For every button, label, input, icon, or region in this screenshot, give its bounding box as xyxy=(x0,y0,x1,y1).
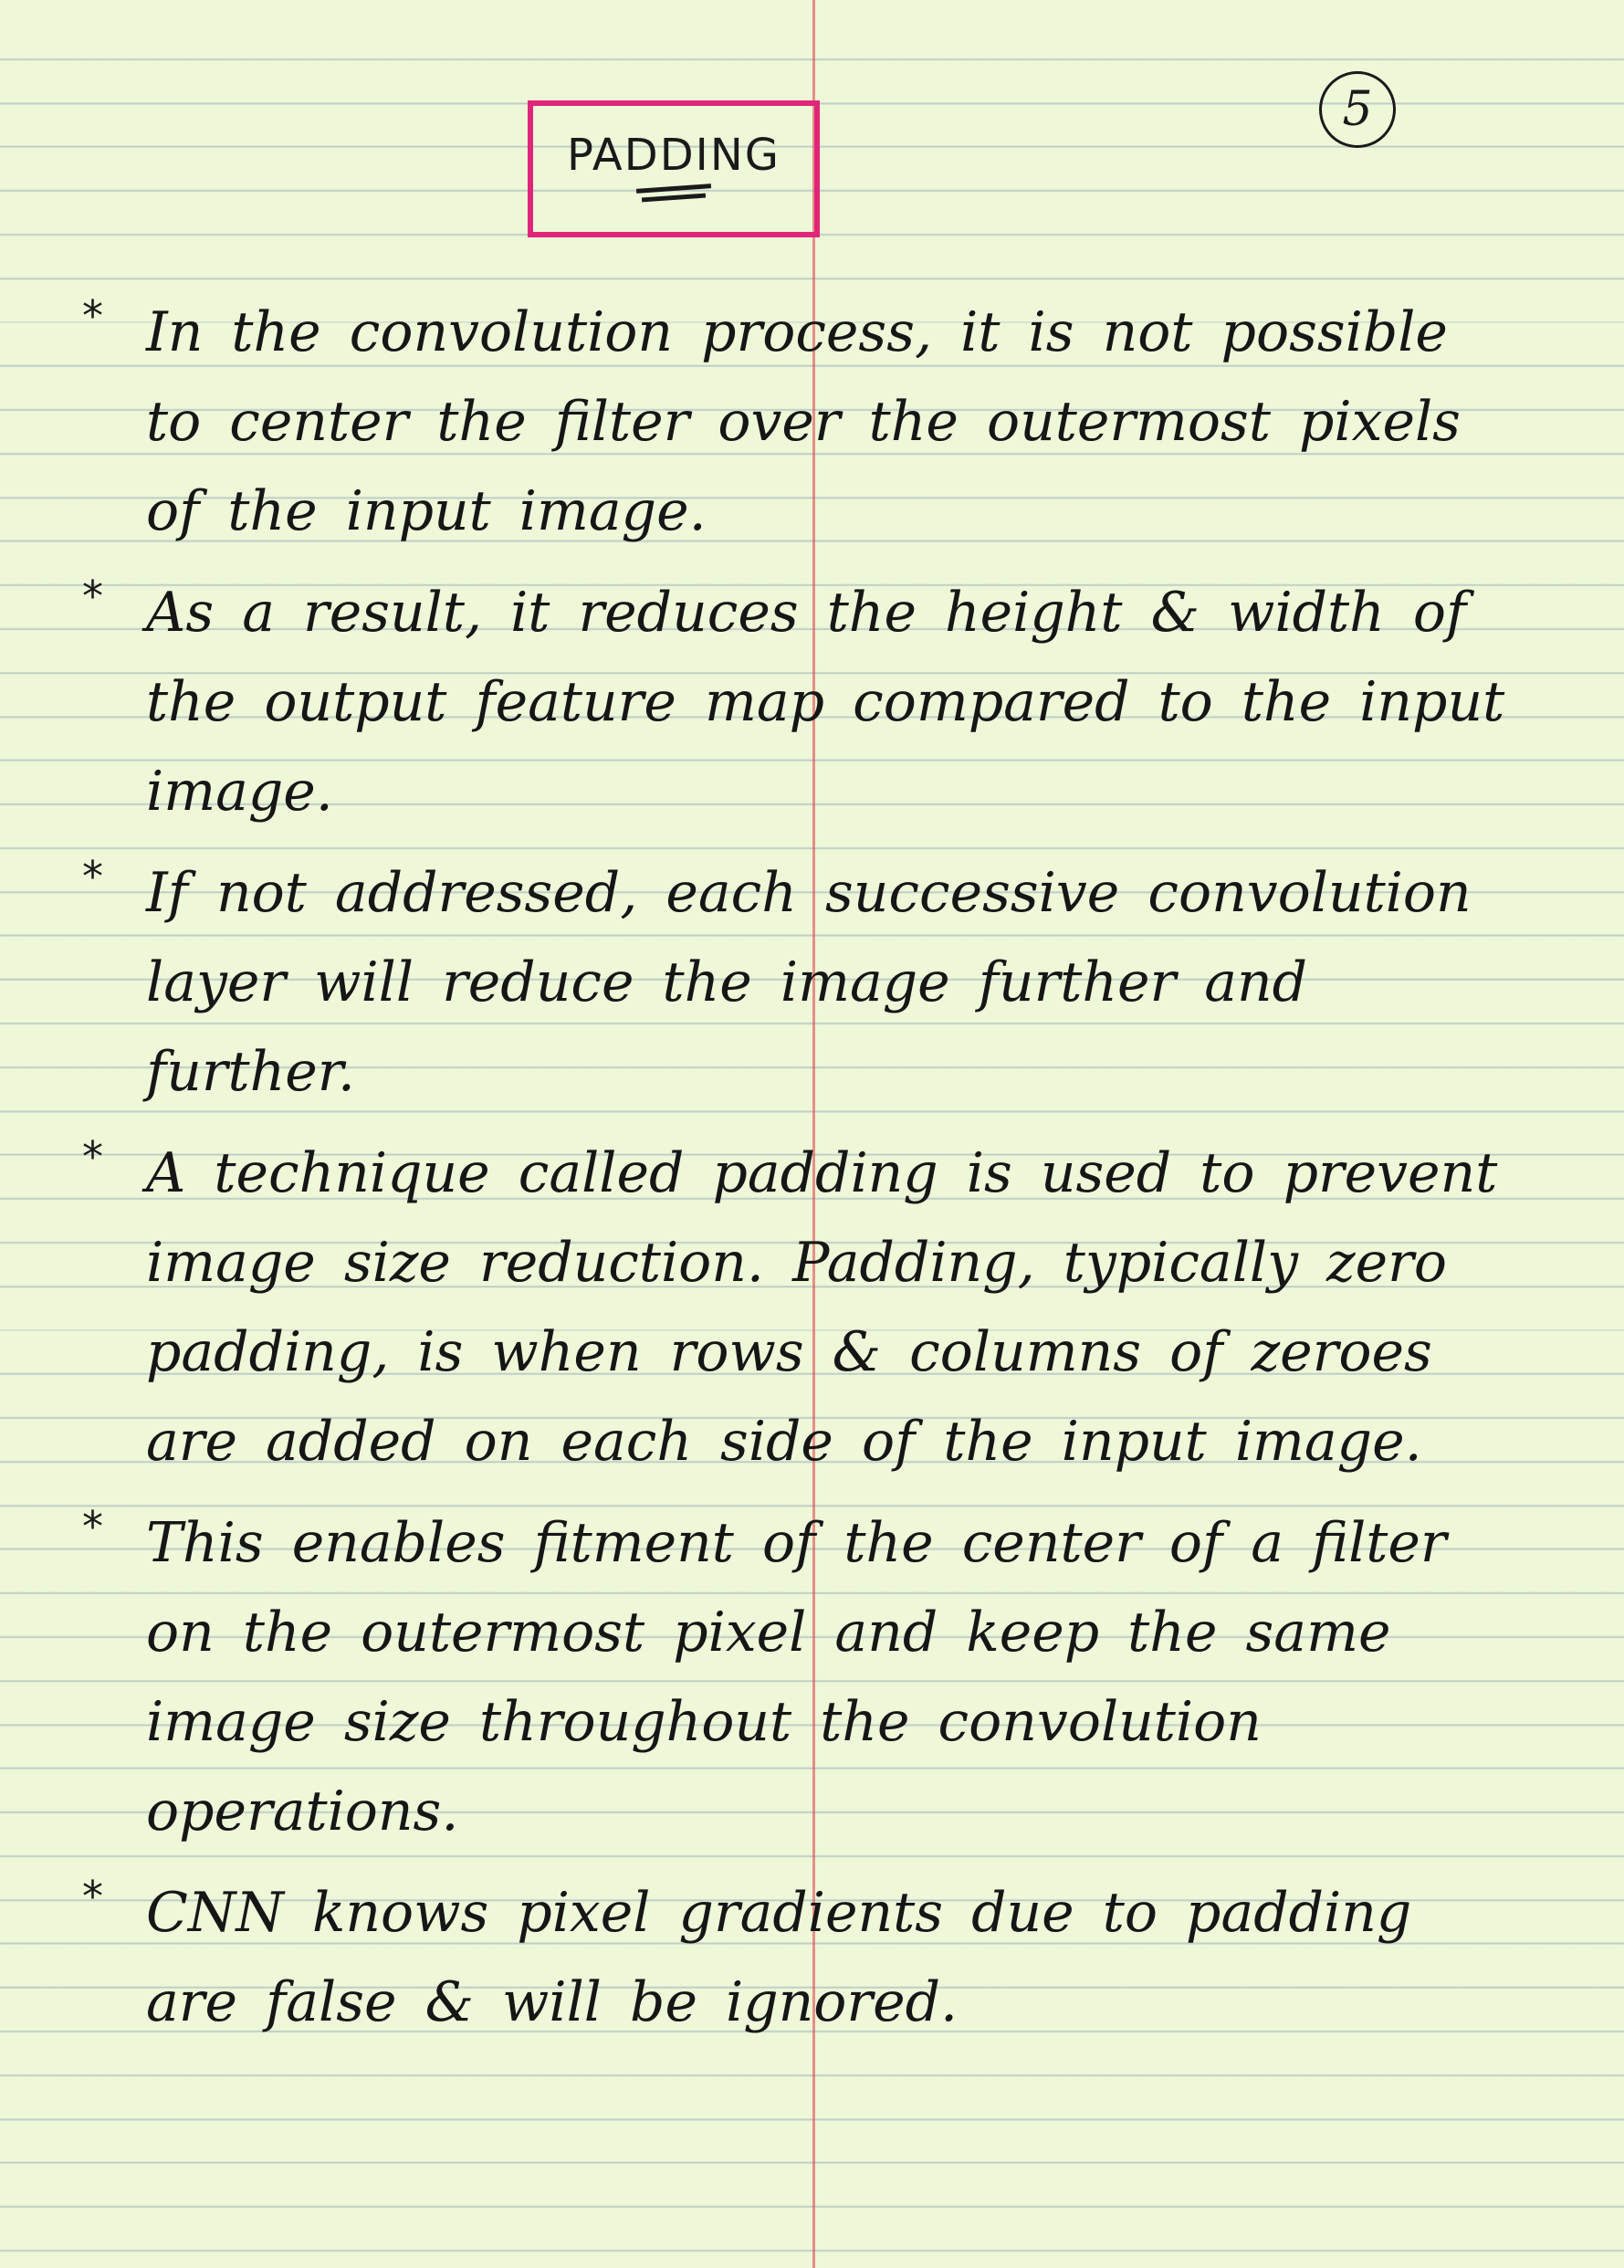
note-text: If not addressed, each successive convolution layer will reduce the image further and further. xyxy=(146,861,1472,1104)
bullet-marker: * xyxy=(82,1502,103,1551)
bullet-marker: * xyxy=(82,1132,103,1181)
title-box xyxy=(528,100,820,237)
page-number xyxy=(1319,71,1396,148)
bullet-marker: * xyxy=(82,572,103,621)
note-item xyxy=(82,568,1543,836)
bullet-marker: * xyxy=(82,291,103,341)
bullet-marker: * xyxy=(82,852,103,901)
notes-list xyxy=(82,288,1543,2059)
title-underline xyxy=(636,184,711,194)
note-item xyxy=(82,288,1543,556)
note-text: In the convolution process, it is not possible to center the filter over the outermost pixels of the input image. xyxy=(146,300,1461,543)
note-item xyxy=(82,1129,1543,1486)
note-item xyxy=(82,848,1543,1117)
bullet-marker: * xyxy=(82,1872,103,1921)
note-text: This enables fitment of the center of a filter on the outermost pixel and keep the same image size throughout the convolution operations. xyxy=(146,1511,1447,1843)
note-text: A technique called padding is used to prevent image size reduction. Padding, typically zero padding, is when rows & columns of zeroes are added on each side of the input image. xyxy=(146,1141,1498,1474)
title-underline xyxy=(642,193,706,202)
page-title: PADDING xyxy=(567,129,781,181)
page-number-text: 5 xyxy=(1342,82,1373,137)
note-text: As a result, it reduces the height & width of the output feature map compared to the input image. xyxy=(146,581,1505,824)
note-item xyxy=(82,1868,1543,2047)
note-item xyxy=(82,1498,1543,1856)
note-text: CNN knows pixel gradients due to padding are false & will be ignored. xyxy=(146,1881,1412,2034)
